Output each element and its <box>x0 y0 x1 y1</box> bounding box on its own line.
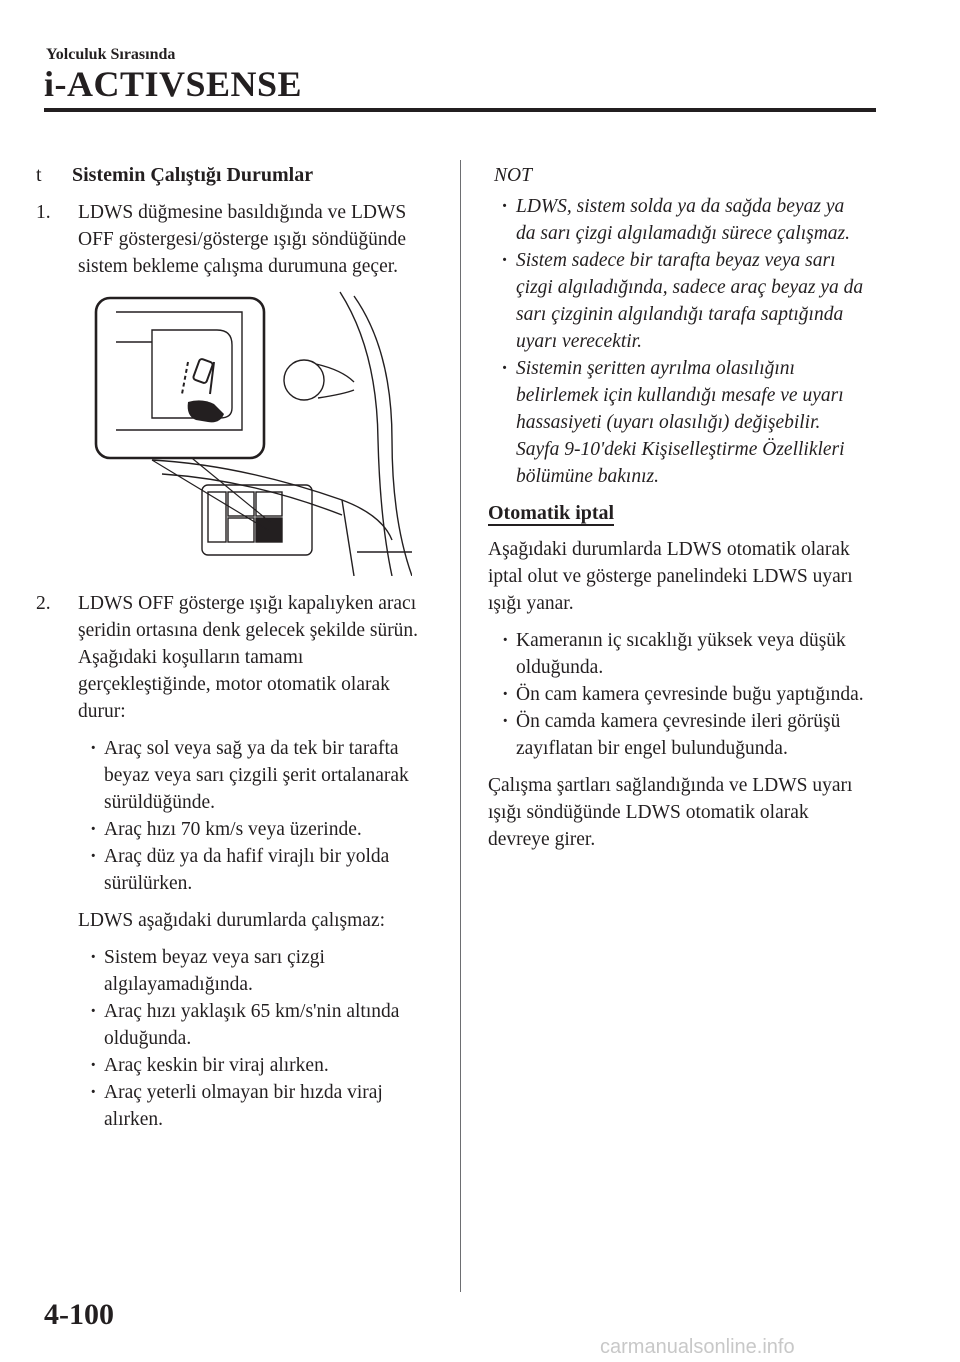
step-1-text: LDWS düğmesine basıldığında ve LDWS OFF göstergesi/gösterge ışığı söndüğünde sistem bekleme çalışma durumuna geçer. <box>78 202 407 277</box>
left-column <box>36 162 436 1133</box>
heading-marker: t <box>36 164 42 186</box>
list-item: · Araç hızı yaklaşık 65 km/s'nin altında olduğunda. <box>90 998 436 1052</box>
auto-cancel-intro: Aşağıdaki durumlarda LDWS otomatik olarak iptal olut ve gösterge panelindeki LDWS uyarı ışığı yanar. <box>488 539 853 614</box>
step-2-text: LDWS OFF gösterge ışığı kapalıyken aracı şeridin ortasına denk gelecek şekilde sürün. Aşağıdaki koşulların tamamı gerçekleştiğinde, motor otomatik olarak durur: <box>78 593 419 722</box>
column-divider <box>460 160 461 1292</box>
not-working-list <box>90 944 436 1133</box>
site-watermark: carmanualsonline.info <box>600 1336 795 1358</box>
step-2-number: 2. <box>36 593 51 614</box>
list-item: · Ön cam kamera çevresinde buğu yaptığında. <box>502 681 868 708</box>
list-item: · Sistem beyaz veya sarı çizgi algılayamadığında. <box>90 944 436 998</box>
list-item: · LDWS, sistem solda ya da sağda beyaz ya da sarı çizgi algılamadığı sürece çalışmaz. <box>502 193 868 247</box>
step-1-number: 1. <box>36 202 51 223</box>
list-item: · Sistem sadece bir tarafta beyaz veya sarı çizgi algıladığında, sadece araç beyaz ya da sarı çizginin algılandığı tarafa saptığında uyarı verecektir. <box>502 247 868 355</box>
list-item: · Kameranın iç sıcaklığı yüksek veya düşük olduğunda. <box>502 627 868 681</box>
not-working-intro: LDWS aşağıdaki durumlarda çalışmaz: <box>78 910 386 931</box>
list-item: · Araç düz ya da hafif virajlı bir yolda sürülürken. <box>90 843 436 897</box>
chapter-title: i-ACTIVSENSE <box>44 64 303 104</box>
note-reference: Sayfa 9-10'deki Kişiselleştirme Özellikleri bölümüne bakınız. <box>516 439 845 487</box>
heading-text: Sistemin Çalıştığı Durumlar <box>72 164 314 186</box>
list-item: · Araç yeterli olmayan bir hızda viraj alırken. <box>90 1079 436 1133</box>
list-item: · Sistemin şeritten ayrılma olasılığını belirlemek için kullandığı mesafe ve uyarı hassasiyeti (uyarı olasılığı) değişebilir. <box>502 355 868 436</box>
note-title: NOT <box>494 165 532 186</box>
page-number: 4-100 <box>44 1298 114 1331</box>
right-column <box>488 162 868 863</box>
list-item: · Araç hızı 70 km/s veya üzerinde. <box>90 816 436 843</box>
header-rule <box>44 108 876 112</box>
auto-cancel-outro: Çalışma şartları sağlandığında ve LDWS uyarı ışığı söndüğünde LDWS otomatik olarak devreye girer. <box>488 775 853 850</box>
conditions-list <box>90 735 436 897</box>
list-item: · Ön camda kamera çevresinde ileri görüşü zayıflatan bir engel bulunduğunda. <box>502 708 868 762</box>
list-item: · Araç sol veya sağ ya da tek bir tarafta beyaz veya sarı çizgili şerit ortalanarak sürüldüğünde. <box>90 735 436 816</box>
section-heading <box>36 162 436 189</box>
step-2 <box>36 590 436 725</box>
subheading-auto-cancel: Otomatik iptal <box>488 502 615 524</box>
ldws-switch-illustration <box>92 290 412 576</box>
list-item: · Araç keskin bir viraj alırken. <box>90 1052 436 1079</box>
auto-cancel-list <box>502 627 868 762</box>
step-1 <box>36 199 436 280</box>
section-title: Yolculuk Sırasında <box>46 46 176 63</box>
note-list <box>502 193 868 490</box>
